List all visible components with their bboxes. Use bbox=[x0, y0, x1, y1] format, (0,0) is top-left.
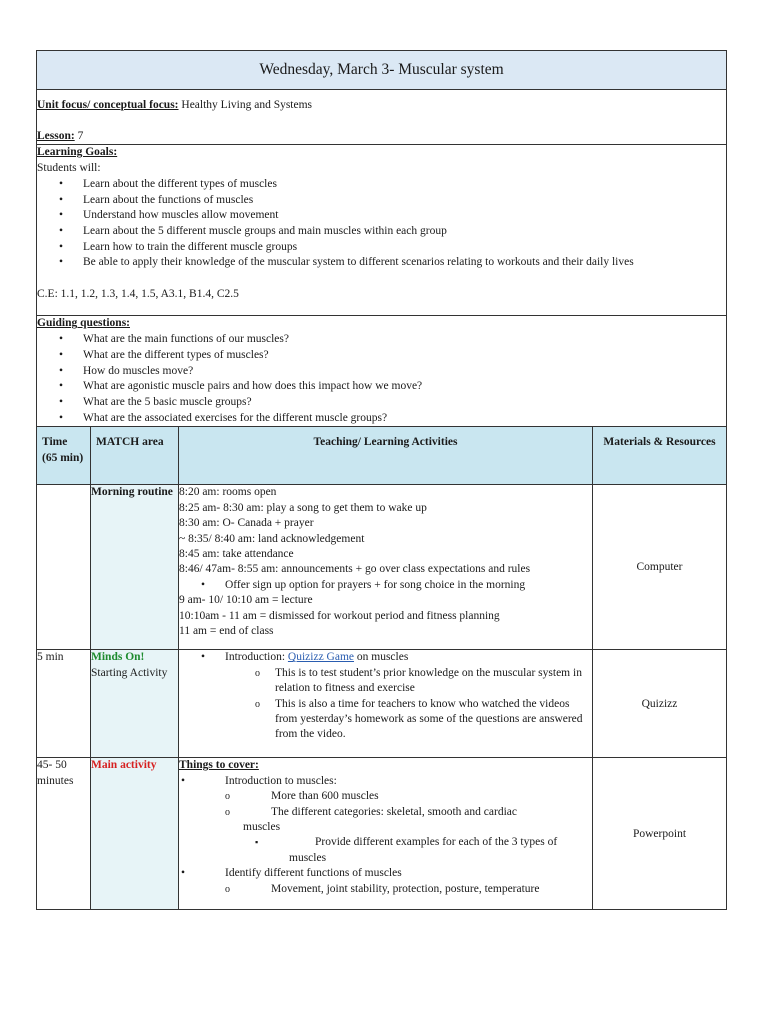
header-time: Time (65 min) bbox=[37, 427, 91, 485]
learning-goals-list bbox=[37, 177, 726, 271]
list-item: • Learn how to train the different muscle groups bbox=[37, 240, 726, 256]
schedule-sub-bullet: • Offer sign up option for prayers + for song choice in the morning bbox=[179, 578, 592, 593]
schedule-line: 8:46/ 47am- 8:55 am: announcements + go over class expectations and rules bbox=[179, 563, 531, 576]
main-time: 45- 50 minutes bbox=[37, 758, 91, 910]
header-match: MATCH area bbox=[91, 427, 179, 485]
schedule-line: ~ 8:35/ 8:40 am: land acknowledgement bbox=[179, 532, 365, 545]
list-item: • Understand how muscles allow movement bbox=[37, 208, 726, 224]
unit-focus-value: Healthy Living and Systems bbox=[178, 99, 313, 111]
learning-goals-intro: Students will: bbox=[37, 162, 101, 175]
minds-on-sub-item: o This is also a time for teachers to know who watched the videos from yesterday’s homework as some of the questions are answered from the video. bbox=[179, 697, 592, 743]
guiding-questions-list bbox=[37, 332, 726, 426]
morning-match: Morning routine bbox=[91, 485, 179, 650]
list-item: • What are the different types of muscles? bbox=[37, 348, 726, 364]
topic-item: • Identify different functions of muscles bbox=[179, 866, 592, 881]
minds-on-label: Minds On! bbox=[91, 651, 145, 664]
main-materials: Powerpoint bbox=[593, 758, 727, 910]
list-item: • What are the 5 basic muscle groups? bbox=[37, 395, 726, 411]
minds-on-sublabel: Starting Activity bbox=[91, 666, 168, 679]
guiding-questions-heading: Guiding questions: bbox=[37, 317, 130, 330]
unit-focus-label: Unit focus/ conceptual focus: bbox=[37, 99, 179, 111]
lesson-plan-table bbox=[36, 50, 727, 910]
topic-item: • Introduction to muscles: bbox=[179, 774, 592, 789]
lesson-plan bbox=[36, 50, 726, 910]
morning-activities bbox=[179, 485, 593, 650]
curriculum-expectations: C.E: 1.1, 1.2, 1.3, 1.4, 1.5, A3.1, B1.4, C2.5 bbox=[37, 288, 239, 301]
subtopic-item: o More than 600 muscles bbox=[179, 789, 592, 804]
schedule-line: 8:45 am: take attendance bbox=[179, 547, 294, 560]
main-activities bbox=[179, 758, 593, 910]
detail-item-cont: muscles bbox=[289, 851, 327, 864]
unit-lesson-block bbox=[37, 90, 727, 145]
list-item: • Be able to apply their knowledge of the muscular system to different scenarios relating to workouts and their daily lives bbox=[37, 255, 726, 271]
header-activities: Teaching/ Learning Activities bbox=[179, 427, 593, 485]
main-match: Main activity bbox=[91, 758, 179, 910]
minds-on-match bbox=[91, 650, 179, 758]
minds-on-sub-item: o This is to test student’s prior knowledge on the muscular system in relation to fitness and exercise bbox=[179, 666, 592, 697]
morning-materials: Computer bbox=[593, 485, 727, 650]
page-title: Wednesday, March 3- Muscular system bbox=[37, 51, 727, 90]
list-item: • How do muscles move? bbox=[37, 364, 726, 380]
minds-on-activities bbox=[179, 650, 593, 758]
list-item: • Learn about the different types of muscles bbox=[37, 177, 726, 193]
header-materials: Materials & Resources bbox=[593, 427, 727, 485]
schedule-line: 8:20 am: rooms open bbox=[179, 486, 277, 499]
minds-on-time: 5 min bbox=[37, 650, 91, 758]
subtopic-item: o The different categories: skeletal, smooth and cardiac bbox=[179, 805, 592, 820]
learning-goals-block bbox=[37, 145, 727, 316]
schedule-line: 9 am- 10/ 10:10 am = lecture bbox=[179, 594, 313, 607]
subtopic-item-cont: muscles bbox=[243, 820, 281, 833]
minds-on-intro bbox=[179, 650, 592, 665]
learning-goals-heading: Learning Goals: bbox=[37, 146, 118, 159]
quizizz-game-link[interactable]: Quizizz Game bbox=[287, 651, 355, 664]
table-row bbox=[37, 650, 727, 758]
list-item: • Learn about the functions of muscles bbox=[37, 193, 726, 209]
table-header-row bbox=[37, 427, 727, 485]
schedule-line: 10:10am - 11 am = dismissed for workout period and fitness planning bbox=[179, 609, 500, 622]
list-item: • Learn about the 5 different muscle groups and main muscles within each group bbox=[37, 224, 726, 240]
lesson-label: Lesson: bbox=[37, 129, 75, 142]
intro-text-post: on muscles bbox=[354, 651, 409, 664]
list-item: • What are agonistic muscle pairs and how does this impact how we move? bbox=[37, 379, 726, 395]
intro-text: Introduction: bbox=[225, 651, 288, 664]
detail-item: ▪ Provide different examples for each of the 3 types of bbox=[179, 835, 592, 850]
schedule-line: 8:30 am: O- Canada + prayer bbox=[179, 517, 314, 530]
lesson-value: 7 bbox=[74, 129, 84, 142]
things-to-cover-heading: Things to cover: bbox=[179, 759, 259, 772]
morning-time bbox=[37, 485, 91, 650]
table-row bbox=[37, 758, 727, 910]
schedule-line: 8:25 am- 8:30 am: play a song to get them to wake up bbox=[179, 501, 427, 514]
unit-focus bbox=[37, 98, 726, 114]
subtopic-item: o Movement, joint stability, protection, posture, temperature bbox=[179, 882, 592, 897]
list-item: • What are the main functions of our muscles? bbox=[37, 332, 726, 348]
guiding-questions-block bbox=[37, 316, 727, 427]
schedule-line: 11 am = end of class bbox=[179, 624, 274, 637]
list-item: • What are the associated exercises for the different muscle groups? bbox=[37, 411, 726, 427]
lesson-number bbox=[37, 129, 726, 145]
minds-on-materials: Quizizz bbox=[593, 650, 727, 758]
table-row bbox=[37, 485, 727, 650]
